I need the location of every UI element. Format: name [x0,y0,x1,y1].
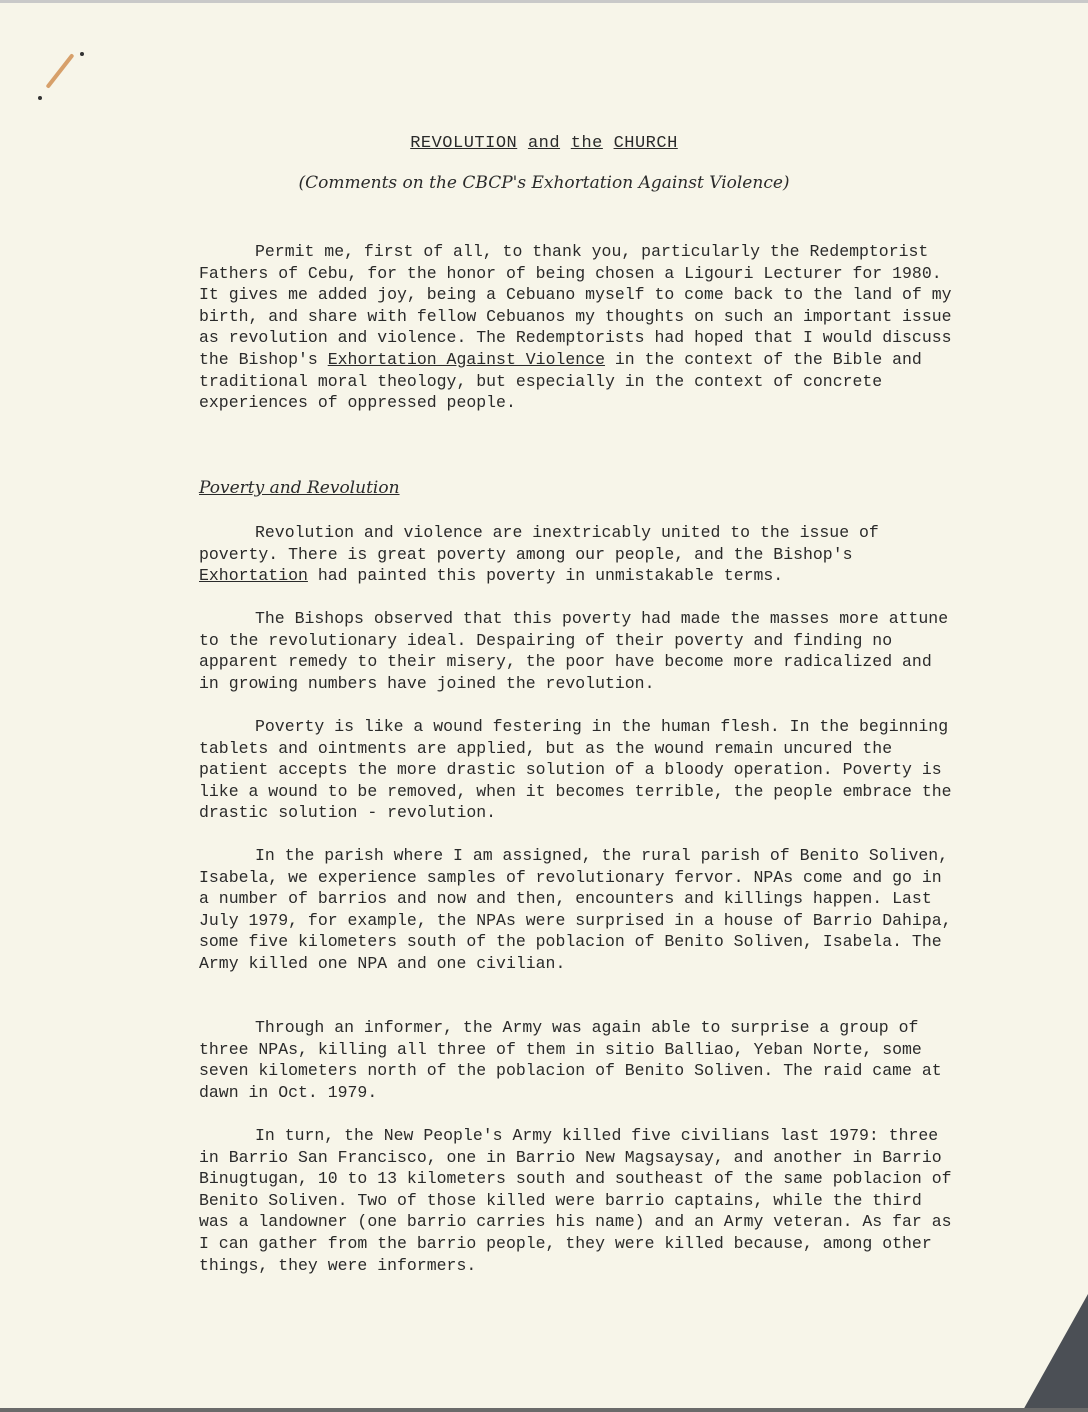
paragraph-4: In the parish where I am assigned, the rural parish of Benito Soliven, Isabela, we experience samples of revolutionary fervor. NPAs come and go in a number of barrios and now and then, encounters and killings happen. Last July 1979, for example, the NPAs were surprised in a house of Barrio Dahipa, some five kilometers south of the poblacion of Benito Soliven, Isabela. The Army killed one NPA and one civilian. [199,846,952,973]
paragraph-1-underlined: Exhortation [199,566,308,586]
paragraph-2: The Bishops observed that this poverty had made the masses more attune to the revolutionary ideal. Despairing of their poverty and finding no apparent remedy to their misery, the poor have become more radicalized and in growing numbers have joined the revolution. [199,609,949,693]
paragraph-6: In turn, the New People's Army killed five civilians last 1979: three in Barrio San Francisco, one in Barrio New Magsaysay, and another in Barrio Binugtugan, 10 to 13 kilometers south and southeast of the same poblacion of Benito Soliven. Two of those killed were barrio captains, while the third was a landowner (one barrio carries his name) and an Army veteran. As far as I can gather from the barrio people, they were killed because, among other things, they were informers. [199,1126,952,1275]
title-word: REVOLUTION [410,134,518,153]
intro-text-before: Permit me, first of all, to thank you, particularly the Redemptorist Fathers of Cebu, for the honor of being chosen a Ligouri Lecturer for 1980. It gives me added joy, being a Cebuano myself to come back to the land of my birth, and share with fellow Cebuanos my thoughts on such an important issue as revolution and violence. The Redemptorists had hoped that I would discuss the Bishop's [199,242,952,369]
top-border [0,0,1088,3]
intro-underlined-title: Exhortation Against Violence [327,349,605,369]
intro-text-after: in the context of the Bible and traditional moral theology, but especially in the context of concrete experiences of oppressed people. [199,349,922,413]
paragraph-5: Through an informer, the Army was again able to surprise a group of three NPAs, killing all three of them in sitio Balliao, Yeban Norte, some seven kilometers north of the poblacion of Benito Soliven. The raid came at dawn in Oct. 1979. [199,1018,942,1102]
intro-paragraph [199,241,959,414]
title-word: CHURCH [613,134,678,153]
section-heading: Poverty and Revolution [199,478,400,498]
page-title [0,134,1088,153]
title-word: the [570,134,603,153]
paragraph-3: Poverty is like a wound festering in the human flesh. In the beginning tablets and ointments are applied, but as the wound remain uncured the patient accepts the more drastic solution of a bloody operation. Poverty is like a wound to be removed, when it becomes terrible, the people embrace the drastic solution - revolution. [199,717,952,823]
scan-corner-shadow [1022,1294,1088,1412]
ink-speck [80,52,84,56]
ink-speck [38,96,42,100]
paragraph-1 [199,522,959,587]
bottom-border [0,1408,1088,1412]
paragraph-1-after: had painted this poverty in unmistakable terms. [307,566,784,586]
pencil-mark-decoration [45,53,74,89]
title-word: and [527,134,561,153]
paragraph-1-before: Revolution and violence are inextricably united to the issue of poverty. There is great poverty among our people, and the Bishop's [199,523,879,564]
page-subtitle: (Comments on the CBCP's Exhortation Against Violence) [298,173,790,193]
